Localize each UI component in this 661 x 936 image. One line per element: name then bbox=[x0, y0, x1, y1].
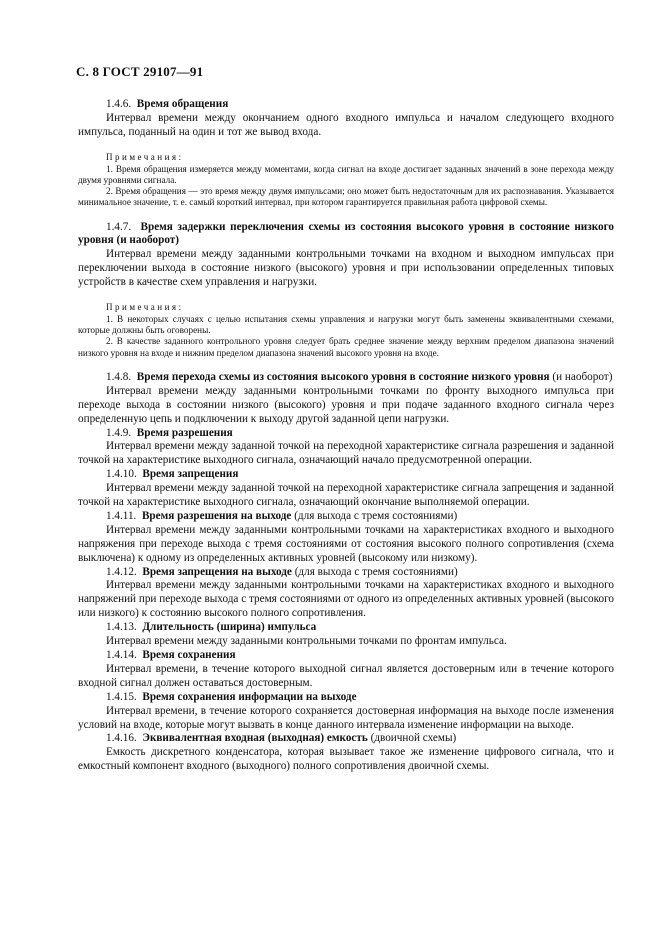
section-1-4-14-heading bbox=[78, 649, 614, 663]
term-qualifier: (и наоборот) bbox=[549, 370, 613, 383]
term-title: Время разрешения bbox=[136, 426, 233, 439]
section-1-4-7-definition: Интервал времени между заданными контрольными точками на входном и выходном импульсах при переключении выхода в состояние низкого (высокого) уровня и при использовании определенных типовых устройств в качестве схем управления и нагрузки. bbox=[78, 248, 614, 289]
section-1-4-6-heading bbox=[78, 98, 614, 112]
section-1-4-13-definition: Интервал времени между заданными контрольными точками по фронтам импульса. bbox=[106, 635, 507, 648]
section-1-4-8-definition: Интервал времени между заданными контрольными точками по фронту выходного импульса при переходе выхода в состоянии низкого (высокого) уровня и при подаче заданного входного сигнала через определенную цепь и подключении к выходу другой заданной цепи нагрузки. bbox=[78, 384, 614, 425]
term-title: Эквивалентная входная (выходная) емкость bbox=[142, 732, 368, 745]
section-number: 1.4.13. bbox=[106, 621, 137, 634]
section-1-4-14-definition: Интервал времени, в течение которого выходной сигнал является достоверным или в течение которого входной сигнал должен оставаться достоверным. bbox=[78, 662, 614, 689]
section-number: 1.4.6. bbox=[106, 98, 132, 110]
document-body bbox=[78, 95, 614, 774]
section-1-4-11-definition: Интервал времени между заданными контрольными точками на характеристиках входного и выходного напряжения при переходе выхода с тремя состояниями от состояния высокого полного сопротивления (схема выключена) к одному из определенных активных уровней (высокому или низкому). bbox=[78, 523, 614, 564]
section-number: 1.4.15. bbox=[106, 690, 137, 703]
section-1-4-15-heading bbox=[78, 691, 614, 705]
section-1-4-8-heading bbox=[78, 371, 614, 385]
section-1-4-10-definition: Интервал времени между заданной точкой на переходной характеристике сигнала запрещения и заданной точкой на характеристике выходного сигнала, означающий окончание выполняемой операции. bbox=[78, 482, 614, 509]
note-2: 2. Время обращения — это время между двумя импульсами; оно может быть недостаточным для их распознавания. Указывается минимальное значение, т. е. самый короткий интервал, при котором гарантируется правильная работа цифровой схемы. bbox=[78, 186, 614, 208]
note-1: 1. Время обращения измеряется между моментами, когда сигнал на входе достигает заданных значений в зоне перехода между двумя уровнями сигнала. bbox=[78, 163, 614, 185]
section-1-4-13-heading bbox=[78, 621, 614, 635]
term-qualifier: (для выхода с тремя состояниями) bbox=[291, 509, 458, 522]
section-1-4-16-heading bbox=[78, 732, 614, 746]
term-title: Время обращения bbox=[136, 98, 229, 110]
note-1: 1. В некоторых случаях с целью испытания схемы управления и нагрузки могут быть заменены эквивалентными схемами, которые должны быть оговорены. bbox=[78, 314, 614, 336]
section-number: 1.4.7. bbox=[106, 220, 132, 233]
section-1-4-6-definition: Интервал времени между окончанием одного входного импульса и началом следующего входного импульса, поданный на один и тот же вывод входа. bbox=[78, 111, 614, 138]
term-title: Длительность (ширина) импульса bbox=[142, 621, 317, 634]
section-1-4-9-definition: Интервал времени между заданной точкой на переходной характеристике сигнала разрешения и заданной точкой на характеристике выходного сигнала, означающий начало предусмотренной операции. bbox=[78, 440, 614, 467]
section-number: 1.4.8. bbox=[106, 370, 132, 383]
term-title: Время задержки переключения схемы из состояния высокого уровня в состояние низкого уровня (и наоборот) bbox=[78, 220, 615, 247]
section-1-4-9-heading bbox=[78, 427, 614, 441]
section-1-4-12-heading bbox=[78, 566, 614, 580]
section-1-4-10-heading bbox=[78, 468, 614, 482]
term-qualifier: (двоичной схемы) bbox=[367, 732, 457, 745]
section-number: 1.4.16. bbox=[106, 732, 137, 745]
section-1-4-7-heading bbox=[78, 221, 614, 249]
term-title: Время запрещения на выходе bbox=[142, 565, 292, 578]
term-title: Время сохранения информации на выходе bbox=[142, 690, 357, 703]
page-header: С. 8 ГОСТ 29107—91 bbox=[76, 64, 204, 79]
section-number: 1.4.12. bbox=[106, 565, 137, 578]
section-1-4-12-definition: Интервал времени между заданными контрольными точками на характеристиках входного и выходного напряжений при переходе выхода с тремя состояниями от одного из определенных активных уровней (высокого или низкого) к состоянию высокого полного сопротивления. bbox=[78, 579, 614, 620]
term-title: Время перехода схемы из состояния высокого уровня в состояние низкого уровня bbox=[136, 370, 550, 383]
section-number: 1.4.11. bbox=[106, 509, 137, 522]
section-1-4-16-definition: Емкость дискретного конденсатора, которая вызывает такое же изменение цифрового сигнала, что и емкостный компонент входного (выходного) полного сопротивления двоичной схемы. bbox=[78, 746, 614, 773]
notes-title: Примечания: bbox=[106, 151, 184, 162]
section-1-4-15-definition: Интервал времени, в течение которого сохраняется достоверная информация на выходе после изменения условий на входе, которые могут вызвать в конце данного интервала изменение информации на выходе. bbox=[78, 704, 614, 731]
notes-title: Примечания: bbox=[106, 302, 184, 313]
term-title: Время запрещения bbox=[142, 468, 239, 481]
section-number: 1.4.14. bbox=[106, 649, 137, 661]
section-1-4-11-heading bbox=[78, 510, 614, 524]
term-qualifier: (для выхода с тремя состояниями) bbox=[291, 565, 458, 578]
term-title: Время сохранения bbox=[142, 649, 236, 661]
term-title: Время разрешения на выходе bbox=[141, 509, 292, 522]
section-number: 1.4.10. bbox=[106, 468, 137, 481]
note-2: 2. В качестве заданного контрольного уровня следует брать среднее значение между верхним пределом диапазона значений низкого уровня на входе и нижним пределом диапазона значений высокого уровня на входе. bbox=[78, 336, 614, 358]
section-number: 1.4.9. bbox=[106, 426, 132, 439]
